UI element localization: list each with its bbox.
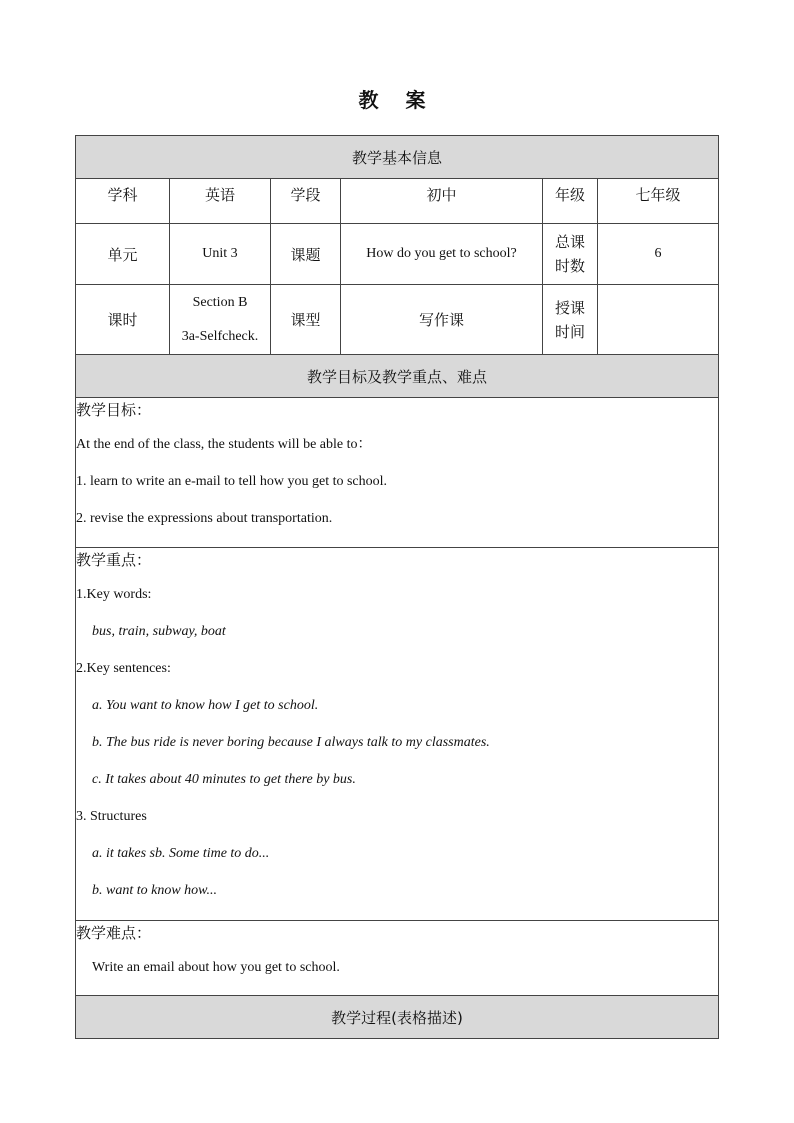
lesson-type-label: 课型: [271, 285, 341, 355]
key-sentence: a. You want to know how I get to school.: [92, 698, 319, 713]
total-hours-label: [543, 224, 598, 285]
structure-item: b. want to know how...: [92, 883, 217, 898]
difficulties-row: [76, 921, 719, 996]
topic-label: 课题: [271, 224, 341, 285]
period-value: [170, 285, 271, 355]
objectives-label: 教学目标：: [76, 401, 152, 419]
structure-item: a. it takes sb. Some time to do...: [92, 846, 270, 861]
lesson-type-value: 写作课: [341, 285, 543, 355]
basic-info-header-row: [76, 136, 719, 179]
teaching-time-label: [543, 285, 598, 355]
key-sentences-label: 2.Key sentences:: [76, 661, 171, 676]
key-sentence: c. It takes about 40 minutes to get there by bus.: [92, 772, 356, 787]
goals-header: 教学目标及教学重点、难点: [76, 355, 719, 398]
difficulties-cell: [76, 921, 719, 996]
goals-header-row: [76, 355, 719, 398]
basic-info-header: 教学基本信息: [76, 136, 719, 179]
structures-label: 3. Structures: [76, 809, 147, 824]
objective-item: 2. revise the expressions about transportation.: [76, 511, 333, 526]
info-row-1: [76, 179, 719, 224]
difficulties-label: 教学难点：: [76, 924, 152, 942]
grade-value: 七年级: [598, 179, 719, 224]
grade-label: 年级: [543, 179, 598, 224]
difficulties-text: Write an email about how you get to school.: [92, 960, 340, 975]
key-points-row: [76, 548, 719, 921]
total-hours-label-line2: 时数: [554, 257, 585, 275]
period-value-line1: Section B: [192, 294, 248, 310]
period-label: 课时: [76, 285, 170, 355]
total-hours-label-line1: 总课: [554, 233, 585, 251]
key-points-label: 教学重点：: [76, 551, 152, 569]
info-row-3: [76, 285, 719, 355]
objectives-intro: At the end of the class, the students will be able to：: [76, 437, 372, 452]
key-words-label: 1.Key words:: [76, 587, 152, 602]
info-row-2: [76, 224, 719, 285]
period-value-line2: 3a-Selfcheck.: [181, 328, 259, 344]
stage-value: 初中: [341, 179, 543, 224]
subject-value: 英语: [170, 179, 271, 224]
document-title: 教 案: [358, 88, 436, 112]
teaching-time-label-line1: 授课: [554, 298, 585, 317]
teaching-time-label-line2: 时间: [554, 322, 585, 341]
unit-value: Unit 3: [170, 224, 271, 285]
unit-label: 单元: [76, 224, 170, 285]
key-words-list: bus, train, subway, boat: [92, 624, 226, 639]
total-hours-value: 6: [598, 224, 719, 285]
subject-label: 学科: [76, 179, 170, 224]
key-sentence: b. The bus ride is never boring because I always talk to my classmates.: [92, 735, 490, 750]
topic-value: How do you get to school?: [341, 224, 543, 285]
stage-label: 学段: [271, 179, 341, 224]
key-points-cell: [76, 548, 719, 921]
lesson-plan-table: [75, 135, 719, 1039]
process-header-row: [76, 996, 719, 1039]
objectives-row: [76, 398, 719, 548]
teaching-time-value: [598, 285, 719, 355]
process-header: 教学过程(表格描述): [76, 996, 719, 1039]
objective-item: 1. learn to write an e-mail to tell how you get to school.: [76, 474, 388, 489]
objectives-cell: [76, 398, 719, 548]
